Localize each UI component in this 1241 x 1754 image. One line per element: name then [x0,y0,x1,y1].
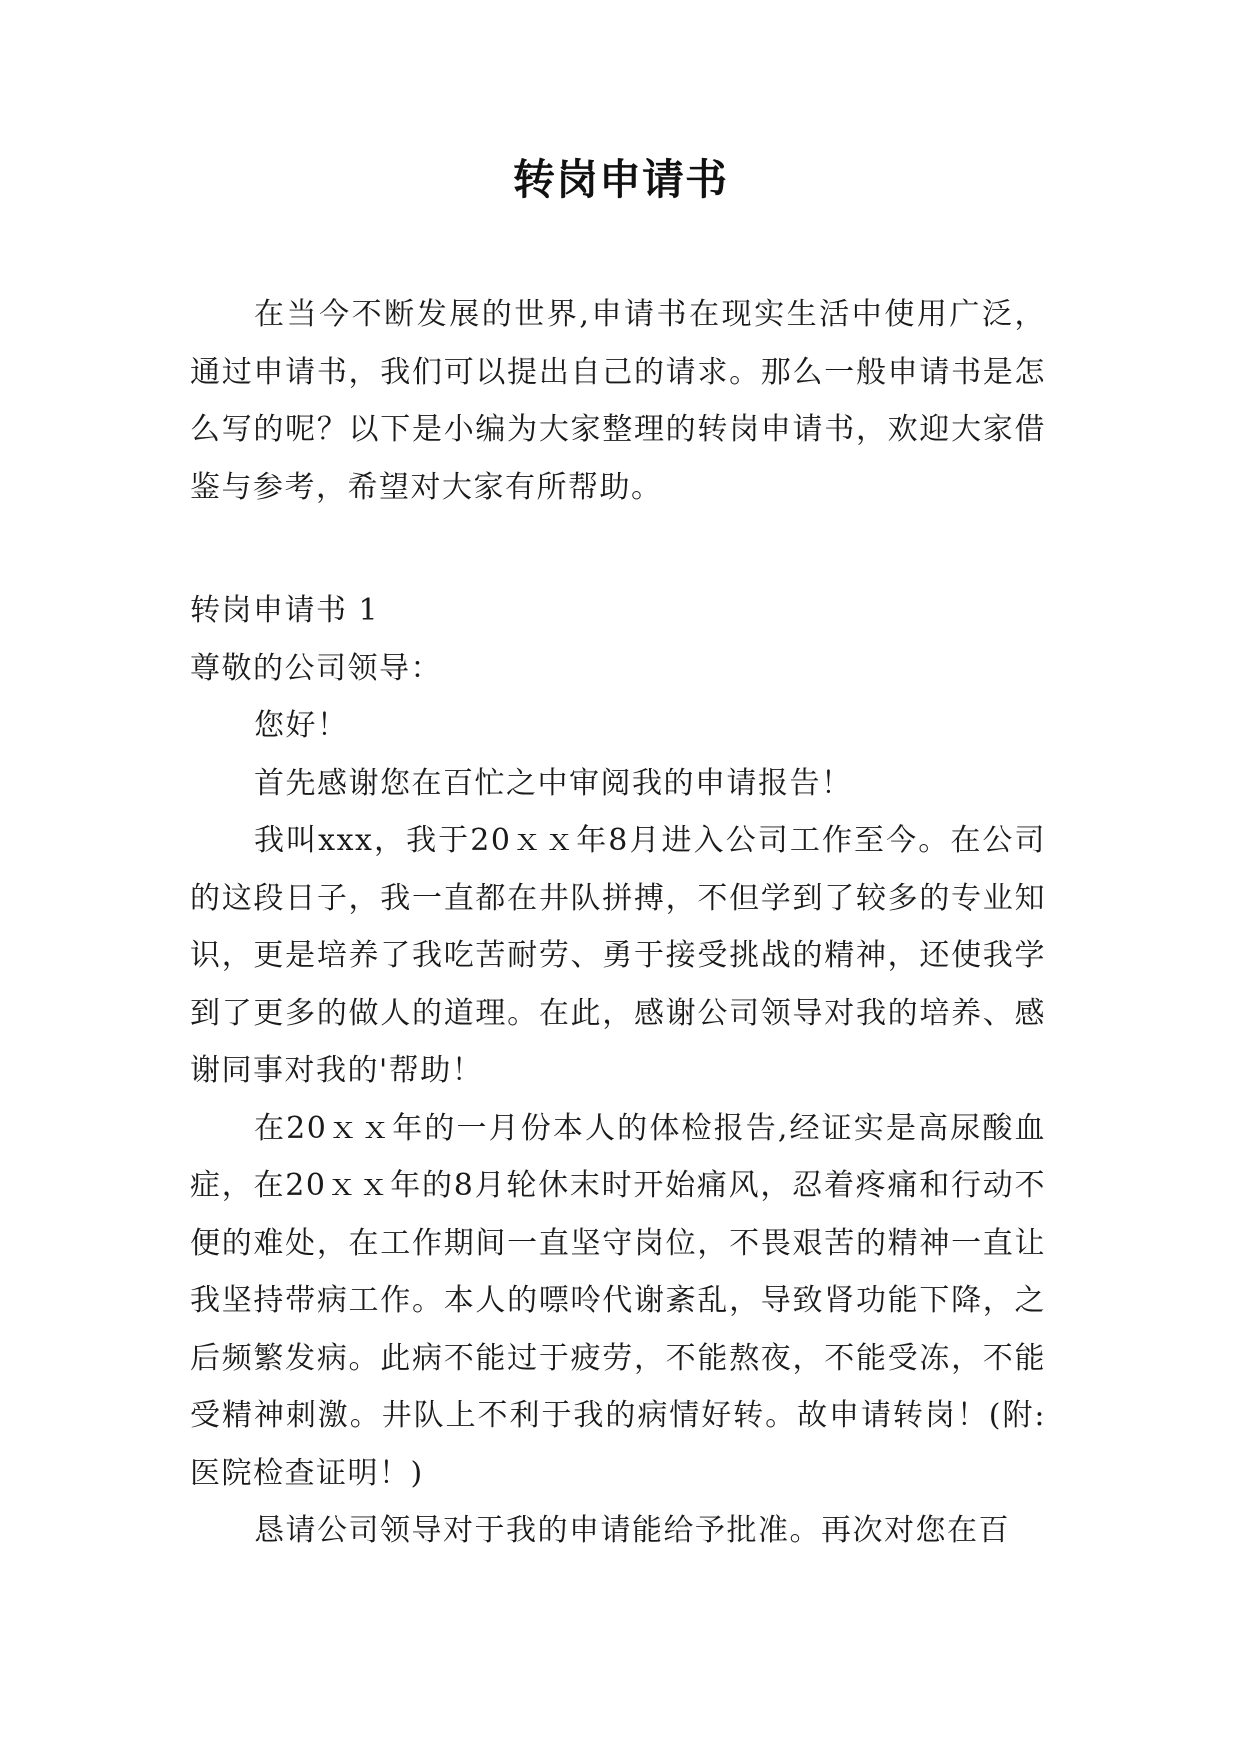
salutation: 尊敬的公司领导： [190,650,442,686]
body-paragraph: 在20ｘｘ年的一月份本人的体检报告,经证实是高尿酸血症，在20ｘｘ年的8月轮休末时开始痛风，忍着疼痛和行动不便的难处，在工作期间一直坚守岗位，不畏艰苦的精神一直让我坚持带病工作。本人的嘌呤代谢紊乱，导致肾功能下降，之后频繁发病。此病不能过于疲劳，不能熬夜，不能受冻，不能受精神刺激。井队上不利于我的病情好转。故申请转岗！(附:医院检查证明！) [190,1110,1046,1491]
body-paragraph: 恳请公司领导对于我的申请能给予批准。再次对您在百 [254,1513,1010,1548]
section-heading: 转岗申请书 1 [190,593,380,628]
body-paragraph: 首先感谢您在百忙之中审阅我的申请报告！ [254,765,853,801]
intro-section [190,286,1046,516]
greeting: 您好！ [254,708,349,743]
intro-paragraph: 在当今不断发展的世界,申请书在现实生活中使用广泛，通过申请书，我们可以提出自己的请求。那么一般申请书是怎么写的呢？以下是小编为大家整理的转岗申请书，欢迎大家借鉴与参考，希望对大家有所帮助。 [190,297,1046,505]
document-title: 转岗申请书 [512,155,728,204]
body-paragraph: 我叫xxx，我于20ｘｘ年8月进入公司工作至今。在公司的这段日子，我一直都在井队拼搏，不但学到了较多的专业知识，更是培养了我吃苦耐劳、勇于接受挑战的精神，还使我学到了更多的做人的道理。在此，感谢公司领导对我的培养、感谢同事对我的'帮助！ [190,823,1046,1088]
application-letter [190,582,1046,1560]
